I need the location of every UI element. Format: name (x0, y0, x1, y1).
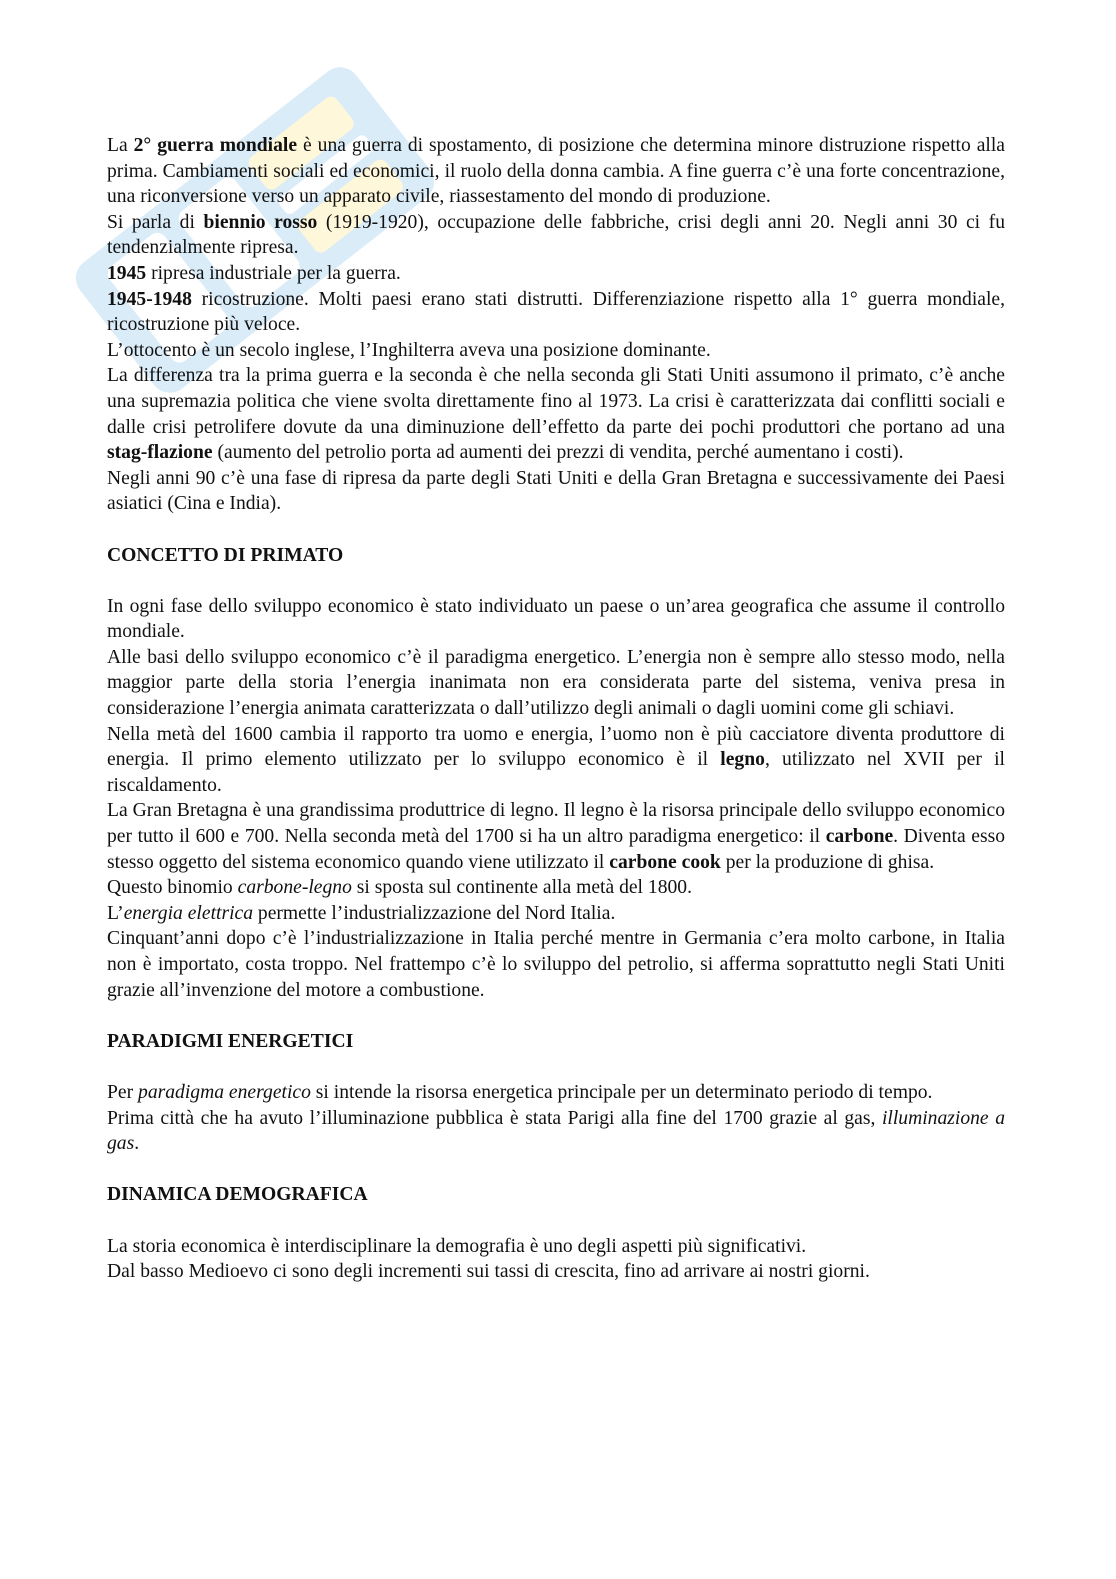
document-page (107, 133, 1005, 1285)
bold-term: 1945-1948 (107, 288, 192, 310)
spacer (107, 1157, 1005, 1183)
paragraph: Per paradigma energetico si intende la risorsa energetica principale per un determinato periodo di tempo. (107, 1081, 933, 1103)
section-heading: CONCETTO DI PRIMATO (107, 544, 344, 566)
italic-term: paradigma energetico (138, 1081, 311, 1103)
paragraph: L’energia elettrica permette l’industrializzazione del Nord Italia. (107, 902, 616, 924)
paragraph: La 2° guerra mondiale è una guerra di spostamento, di posizione che determina minore distruzione rispetto alla prima. Cambiamenti sociali ed economici, il ruolo della donna cambia. A fine guerra c’è una forte concentrazione, una riconversione verso un apparato civile, riassestamento del mondo di produzione. (107, 135, 1005, 208)
bold-term: carbone (825, 826, 894, 848)
spacer (107, 1208, 1005, 1234)
bold-term: stag-flazione (107, 442, 213, 464)
paragraph: Negli anni 90 c’è una fase di ripresa da parte degli Stati Uniti e della Gran Bretagna e successivamente dei Paesi asiatici (Cina e India). (107, 467, 1005, 515)
bold-term: biennio rosso (203, 211, 318, 233)
paragraph: La differenza tra la prima guerra e la seconda è che nella seconda gli Stati Uniti assumono il primato, c’è anche una supremazia politica che viene svolta direttamente fino al 1973. La crisi è caratterizzata dai conflitti sociali e dalle crisi petrolifere dovute da una diminuzione dell’effetto da parte dei pochi produttori che portano ad una stag-flazione (aumento del petrolio porta ad aumenti dei prezzi di vendita, perché aumentano i costi). (107, 365, 1005, 464)
section-heading: DINAMICA DEMOGRAFICA (107, 1184, 368, 1206)
spacer (107, 517, 1005, 543)
italic-term: carbone-legno (237, 877, 352, 899)
paragraph: La Gran Bretagna è una grandissima produttrice di legno. Il legno è la risorsa principale dello sviluppo economico per tutto il 600 e 700. Nella seconda metà del 1700 si ha un altro paradigma energetico: il carbone. Diventa esso stesso oggetto del sistema economico quando viene utilizzato il carbone cook per la produzione di ghisa. (107, 800, 1005, 873)
bold-term: 1945 (107, 262, 147, 284)
bold-term: legno (720, 749, 765, 771)
bold-term: carbone cook (609, 851, 721, 873)
italic-term: illuminazione a gas (107, 1107, 1005, 1155)
paragraph: L’ottocento è un secolo inglese, l’Inghilterra aveva una posizione dominante. (107, 339, 711, 361)
paragraph: Dal basso Medioevo ci sono degli incrementi sui tassi di crescita, fino ad arrivare ai nostri giorni. (107, 1261, 870, 1283)
paragraph: Cinquant’anni dopo c’è l’industrializzazione in Italia perché mentre in Germania c’era molto carbone, in Italia non è importato, costa troppo. Nel frattempo c’è lo sviluppo del petrolio, si afferma soprattutto negli Stati Uniti grazie all’invenzione del motore a combustione. (107, 928, 1005, 1001)
section-heading: PARADIGMI ENERGETICI (107, 1030, 354, 1052)
paragraph: Si parla di biennio rosso (1919-1920), occupazione delle fabbriche, crisi degli anni 20. Negli anni 30 ci fu tendenzialmente ripresa. (107, 211, 1005, 259)
paragraph: In ogni fase dello sviluppo economico è stato individuato un paese o un’area geografica che assume il controllo mondiale. (107, 595, 1005, 643)
paragraph: 1945 ripresa industriale per la guerra. (107, 262, 401, 284)
paragraph: Questo binomio carbone-legno si sposta sul continente alla metà del 1800. (107, 877, 692, 899)
paragraph: 1945-1948 ricostruzione. Molti paesi erano stati distrutti. Differenziazione rispetto alla 1° guerra mondiale, ricostruzione più veloce. (107, 288, 1005, 336)
paragraph: La storia economica è interdisciplinare la demografia è uno degli aspetti più significativi. (107, 1235, 807, 1257)
paragraph: Nella metà del 1600 cambia il rapporto tra uomo e energia, l’uomo non è più cacciatore diventa produttore di energia. Il primo elemento utilizzato per lo sviluppo economico è il legno, utilizzato nel XVII per il riscaldamento. (107, 723, 1005, 796)
bold-term: 2° guerra mondiale (133, 135, 298, 156)
paragraph: Prima città che ha avuto l’illuminazione pubblica è stata Parigi alla fine del 1700 grazie al gas, illuminazione a gas. (107, 1107, 1005, 1155)
paragraph: Alle basi dello sviluppo economico c’è il paradigma energetico. L’energia non è sempre allo stesso modo, nella maggior parte della storia l’energia inanimata non era considerata parte del sistema, veniva presa in considerazione l’energia animata caratterizzata o dall’utilizzo degli animali o dagli uomini come gli schiavi. (107, 646, 1005, 720)
spacer (107, 568, 1005, 594)
spacer (107, 1003, 1005, 1029)
spacer (107, 1054, 1005, 1080)
italic-term: energia elettrica (123, 902, 254, 924)
